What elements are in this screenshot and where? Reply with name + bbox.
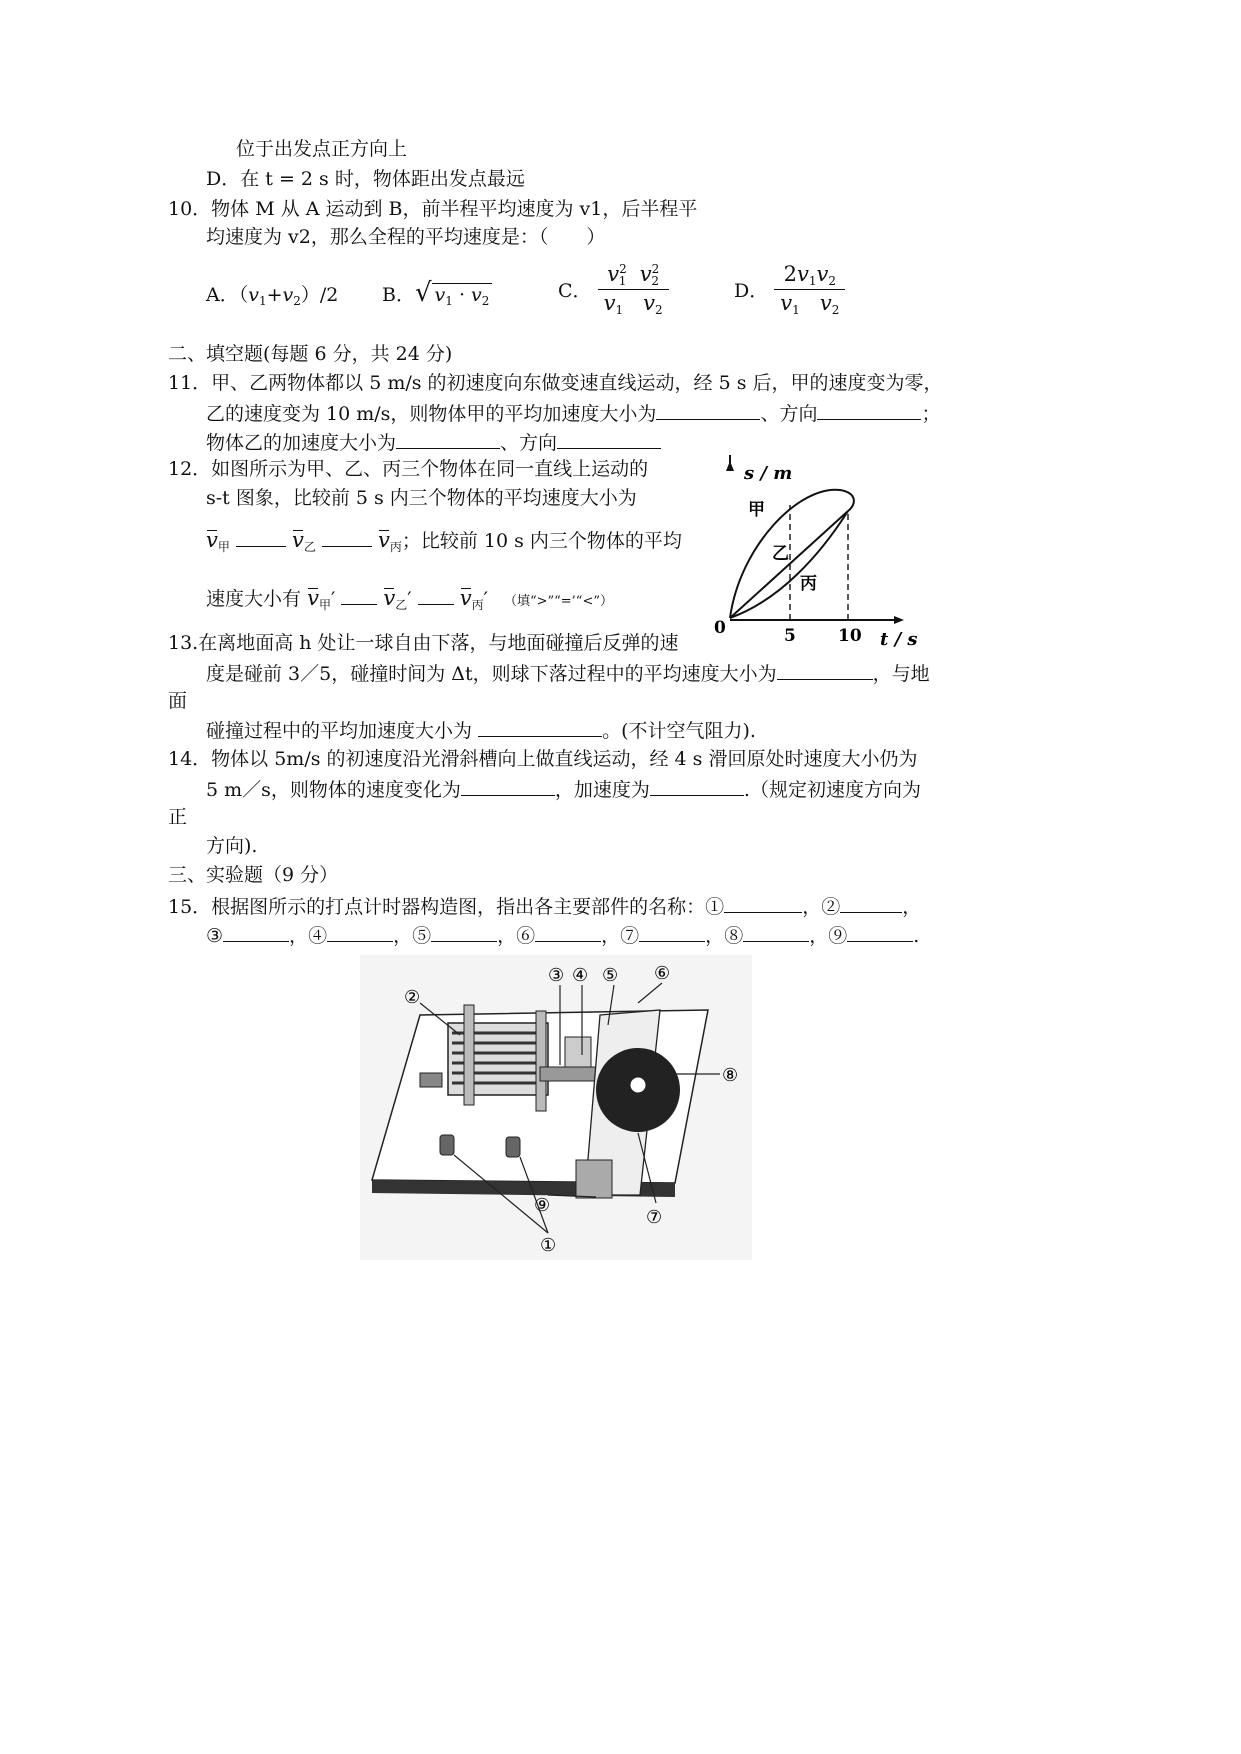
q13-line1: 13.在离地面高 h 处让一球自由下落，与地面碰撞后反弹的速 xyxy=(168,632,679,654)
diagram-label-5: ⑤ xyxy=(602,965,619,986)
q13-blank-2[interactable] xyxy=(478,716,602,737)
y-axis-arrow xyxy=(726,461,734,471)
section-2-heading: 二、填空题(每题 6 分，共 24 分) xyxy=(168,343,453,365)
q11-blank-2[interactable] xyxy=(817,399,921,420)
diagram-label-8: ⑧ xyxy=(722,1065,739,1086)
v-bar: v xyxy=(307,586,319,610)
sub-yi: 乙 xyxy=(303,540,316,554)
q10-option-d: D． $\frac{2v_1v_2}{v_1 v_2}$ xyxy=(734,262,845,317)
q11-text: 、方向 xyxy=(760,403,818,425)
q14-line2 xyxy=(206,775,921,803)
q15-label: ⑦ xyxy=(620,925,640,947)
q15-blank-6[interactable] xyxy=(535,921,601,942)
q14-text: ，加速度为 xyxy=(554,779,650,801)
section-3-heading: 三、实验题（9 分） xyxy=(168,864,339,886)
q14-line4: 方向). xyxy=(206,835,258,857)
q11-text: 、方向 xyxy=(500,432,558,454)
prime: ′ xyxy=(330,588,336,610)
q11-blank-3[interactable] xyxy=(396,428,500,449)
q12-line1: 12．如图所示为甲、乙、丙三个物体在同一直线上运动的 xyxy=(168,458,649,480)
q12-blank-3[interactable] xyxy=(341,584,377,605)
diagram-label-7: ⑦ xyxy=(646,1207,663,1228)
v-bar: v xyxy=(459,586,472,610)
q15-label: ⑥ xyxy=(516,925,536,947)
q10-line1: 10．物体 M 从 A 运动到 B，前半程平均速度为 v1，后半程平 xyxy=(168,198,698,220)
curve-label-jia: 甲 xyxy=(748,500,765,520)
q15-label: ② xyxy=(821,896,841,918)
carbon-disk xyxy=(630,1077,646,1093)
q12-fill-hint: （填“>”“=’“<”） xyxy=(503,594,613,609)
q14-blank-2[interactable] xyxy=(650,775,744,796)
q12-line4 xyxy=(206,584,613,618)
q14-line1: 14．物体以 5m/s 的初速度沿光滑斜槽向上做直线运动，经 4 s 滑回原处时速度大小仍为 xyxy=(168,748,918,770)
q13-line4 xyxy=(206,716,756,744)
diagram-label-6: ⑥ xyxy=(654,963,671,984)
q13-text: 碰撞过程中的平均加速度大小为 xyxy=(206,720,473,742)
q15-blank-3[interactable] xyxy=(223,921,289,942)
q15-blank-7[interactable] xyxy=(639,921,705,942)
q15-line2: ③ ，④ ，⑤ ，⑥ ，⑦ ，⑧ ，⑨ . xyxy=(206,921,919,949)
sub-bing: 丙 xyxy=(471,598,484,612)
q14-text: 5 m／s，则物体的速度变化为 xyxy=(206,779,461,801)
diagram-label-3: ③ xyxy=(548,965,565,986)
q11-text: 乙的速度变为 10 m/s，则物体甲的平均加速度大小为 xyxy=(206,403,657,425)
paper-tape xyxy=(576,1160,612,1198)
prime: ′ xyxy=(407,588,412,610)
q13-text: 度是碰前 3／5，碰撞时间为 Δt，则球下落过程中的平均速度大小为 xyxy=(206,663,777,685)
q15-blank-5[interactable] xyxy=(431,921,497,942)
q13-line3: 面 xyxy=(168,690,188,712)
curve-label-yi: 乙 xyxy=(772,544,789,564)
x-axis-arrow xyxy=(894,616,904,624)
q13-blank-1[interactable] xyxy=(777,659,873,680)
q15-label: ⑨ xyxy=(828,925,848,947)
q15-line1: 15．根据图所示的打点计时器构造图，指出各主要部件的名称：① ，② ， xyxy=(168,892,921,920)
st-graph xyxy=(700,455,930,655)
q15-text: 15．根据图所示的打点计时器构造图，指出各主要部件的名称：① xyxy=(168,896,725,918)
q15-blank-4[interactable] xyxy=(327,921,393,942)
v-bar: v xyxy=(291,528,304,552)
q12-line2: s-t 图象，比较前 5 s 内三个物体的平均速度大小为 xyxy=(206,487,637,509)
origin-label: 0 xyxy=(714,618,726,638)
q13-line2 xyxy=(206,659,930,687)
q10-option-a: A．$(v_1+v_2)/2$ xyxy=(206,284,339,308)
q9-option-c-continuation: 位于出发点正方向上 xyxy=(236,138,408,160)
diagram-label-9: ⑨ xyxy=(534,1195,551,1216)
binding-post xyxy=(506,1137,520,1157)
q14-blank-1[interactable] xyxy=(461,775,555,796)
q15-blank-2[interactable] xyxy=(840,892,902,913)
x-tick-10: 10 xyxy=(838,626,862,646)
q15-blank-9[interactable] xyxy=(847,921,913,942)
diagram-label-4: ④ xyxy=(572,965,589,986)
q15-label: ③ xyxy=(206,925,224,947)
q15-label: ⑧ xyxy=(724,925,744,947)
left-terminal xyxy=(420,1073,442,1087)
q12-text: ；比较前 10 s 内三个物体的平均 xyxy=(401,530,682,552)
q11-text: 物体乙的加速度大小为 xyxy=(206,432,397,454)
q9-option-d: D．在 t = 2 s 时，物体距出发点最远 xyxy=(206,168,525,190)
diagram-label-1: ① xyxy=(540,1235,557,1256)
sub-jia: 甲 xyxy=(318,598,331,612)
q15-blank-1[interactable] xyxy=(724,892,802,913)
q15-blank-8[interactable] xyxy=(743,921,809,942)
q12-text: 速度大小有 xyxy=(206,588,302,610)
q15-label: ⑤ xyxy=(412,925,432,947)
q15-label: ④ xyxy=(308,925,328,947)
q12-line3 xyxy=(206,526,682,560)
y-axis-label: s / m xyxy=(744,463,793,484)
sub-bing: 丙 xyxy=(389,540,402,554)
prime: ′ xyxy=(483,588,488,610)
q11-line2: 乙的速度变为 10 m/s，则物体甲的平均加速度大小为 、方向 ； xyxy=(206,399,940,427)
q11-line1: 11．甲、乙两物体都以 5 m/s 的初速度向东做变速直线运动，经 5 s 后，甲的速度变为零， xyxy=(168,372,943,394)
q11-blank-1[interactable] xyxy=(656,399,760,420)
q13-text: ，与地 xyxy=(872,663,930,685)
v-bar: v xyxy=(377,528,390,552)
ticker-timer-diagram xyxy=(360,955,752,1260)
v-bar: v xyxy=(383,586,396,610)
v-bar: v xyxy=(206,528,218,552)
q14-text: .（规定初速度方向为 xyxy=(743,779,921,801)
q12-blank-2[interactable] xyxy=(322,526,372,547)
sub-yi: 乙 xyxy=(395,598,408,612)
q12-blank-4[interactable] xyxy=(418,584,454,605)
x-tick-5: 5 xyxy=(784,626,796,646)
q12-blank-1[interactable] xyxy=(236,526,286,547)
q11-blank-4[interactable] xyxy=(557,428,661,449)
diagram-label-2: ② xyxy=(404,987,421,1008)
q11-line3 xyxy=(206,428,661,456)
curve-label-bing: 丙 xyxy=(800,574,817,594)
q13-text: 。(不计空气阻力). xyxy=(602,720,756,742)
q10-option-b: B．√ $v_1 \cdot v_2$ xyxy=(382,280,492,314)
q10-line2: 均速度为 v2，那么全程的平均速度是：（ ） xyxy=(206,226,606,248)
q14-line3: 正 xyxy=(168,806,188,828)
x-axis-label: t / s xyxy=(880,629,918,650)
sub-jia: 甲 xyxy=(217,540,230,554)
q10-option-c: C． $\frac{v^2_1 v^2_2}{v_1 v_2}$ xyxy=(558,262,669,317)
binding-post xyxy=(440,1135,454,1155)
